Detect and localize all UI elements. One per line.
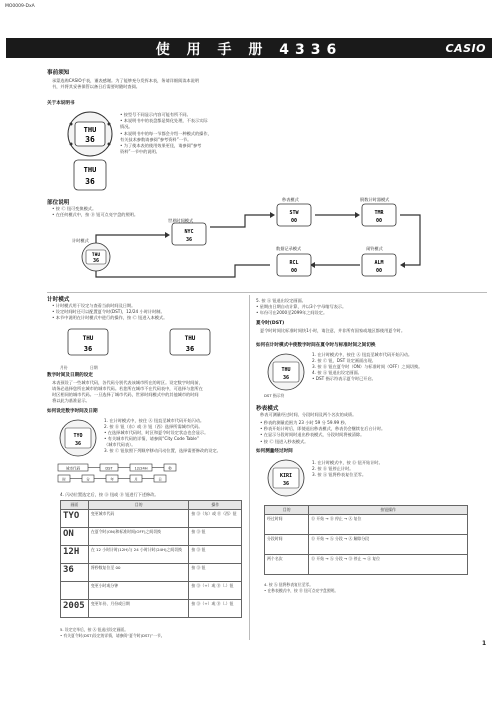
svg-text:00: 00	[290, 218, 298, 224]
timekeeping-footnotes: 5. 设定完毕后，按 Ⓐ 钮退出设定画面。 • 有关夏令时(DST)设定的详情，请参阅“夏令时(DST)”一节。	[60, 627, 165, 638]
svg-text:36: 36	[85, 135, 95, 144]
seq-city: 城市代码	[65, 466, 81, 471]
table-header: 画面	[61, 501, 89, 510]
casio-logo: CASIO	[445, 42, 486, 55]
stopwatch-table	[264, 505, 468, 575]
stw-heading: 如何测量经过时间	[256, 449, 293, 454]
svg-text:36: 36	[185, 237, 193, 243]
svg-text:THU: THU	[281, 367, 291, 373]
table-row: 经过时间 Ⓓ 开始 → Ⓓ 停止 → Ⓐ 复位	[265, 515, 468, 535]
svg-text:TYO: TYO	[73, 433, 83, 439]
setting-watch	[56, 418, 100, 458]
svg-text:00: 00	[375, 218, 383, 224]
svg-text:THU: THU	[91, 253, 101, 258]
watch-illustration-preface-2	[66, 156, 114, 196]
dst-heading: 夏令时(DST)	[256, 321, 285, 326]
setting-steps: 1. 在计时模式中，按住 Ⓐ 钮直至城市代码开始闪动。 2. 按 Ⓓ 钮（东）或 Ⓑ 钮（西）选择所需城市代码。 • 在选择城市代码时，时区和夏令时设定状态也会显示。 • 有关城市代码的详情，请参阅“City Code Table” （城市代码表）。 3. 按 Ⓒ 钮依照下列顺序移动闪动位置，选择需要修改的设定。	[104, 418, 221, 453]
mode-label-timekeeping: 计时模式	[72, 238, 89, 243]
table-row: 36 将秒数复位至 00 按 Ⓓ 钮	[61, 564, 242, 582]
seq-hour: 时	[62, 477, 66, 482]
page-number: 1	[482, 640, 487, 647]
svg-text:NYC: NYC	[184, 229, 194, 235]
svg-text:36: 36	[185, 345, 195, 353]
svg-text:36: 36	[83, 345, 93, 353]
mode-label-recall: 数据记录模式	[276, 246, 302, 251]
preface-heading: 事前须知	[47, 70, 70, 76]
stopwatch-bullets: • 秒表的测量范围为 23 小时 59 分 59.99 秒。 • 秒表开始计时后，即使退出秒表模式，秒表仍会继续在后台计时。 • 在显示分段时间时退出秒表模式，分段时间将被清除。 • 按 Ⓒ 钮进入秒表模式。	[260, 420, 386, 444]
setting-sequence	[56, 462, 236, 484]
svg-text:36: 36	[282, 375, 290, 381]
svg-text:THU: THU	[184, 335, 196, 342]
section-divider	[47, 292, 487, 293]
table-row: 12H 在 12 小时计时(12H)与 24 小时计时(24H)之间切换 按 Ⓓ 钮	[61, 546, 242, 564]
stw-watch	[264, 458, 308, 498]
step4-text: 4. 闪动位置选定后，按 Ⓓ 钮或 Ⓑ 钮进行下述修改。	[60, 492, 159, 497]
seq-min: 分	[86, 477, 90, 482]
svg-text:TMR: TMR	[374, 210, 384, 216]
seq-day: 日	[158, 477, 162, 482]
seq-dst: DST	[105, 466, 113, 471]
table-row: ON 在夏令时(ON)和标准时间(OFF)之间切换 按 Ⓓ 钮	[61, 528, 242, 546]
svg-text:36: 36	[92, 258, 100, 264]
table-header: 按钮操作	[309, 506, 468, 515]
manual-title: 使 用 手 册 4336	[155, 42, 343, 58]
watch-illustration-preface	[66, 110, 114, 158]
svg-text:KIRI: KIRI	[279, 473, 293, 479]
svg-text:36: 36	[282, 481, 290, 487]
right-footnotes: 4. 按 Ⓐ 钮将秒表复位至零。 • 在秒表模式中，按 Ⓑ 钮可点亮字盘照明。	[264, 582, 339, 593]
table-header: 操作	[189, 501, 242, 510]
dst-indicator-label: DST 指示符	[264, 393, 285, 398]
timekeeping-bullets: • 计时模式用于设定与查看当前时间及日期。 • 设定时间时还可以配置夏令时(DST)，12/24 小时计时制。 • 本节中说明在计时模式中进行的操作，按 Ⓒ 钮进入本模式。	[52, 303, 168, 321]
dst-watch	[264, 352, 308, 392]
svg-text:THU: THU	[83, 126, 97, 134]
stopwatch-heading: 秒表模式	[256, 406, 279, 412]
table-header: 目的	[265, 506, 309, 515]
dst-setting-heading: 如何在计时模式中使数字时间在夏令时与标准时间之间切换	[256, 343, 376, 348]
mode-diagram	[60, 195, 480, 287]
table-header: 目的	[88, 501, 189, 510]
svg-text:THU: THU	[83, 166, 97, 174]
dst-text: 夏令时时间比标准时间快1小时，请注意，并非所有国家或地区都使用夏令时。	[260, 328, 406, 333]
table-row: 2005 变更年份、月份或日期 按 Ⓓ（+）或 Ⓑ（-）钮	[61, 600, 242, 618]
document-code: MO0009-DxA	[5, 4, 35, 9]
mode-label-timer: 倒数计时器模式	[360, 197, 390, 202]
svg-text:00: 00	[290, 268, 298, 274]
svg-text:STW: STW	[289, 210, 299, 216]
right-intro: 5. 按 Ⓐ 钮退出设定画面。 • 星期由日期自动计算，并以3个字母缩写表示。 • 年份可在2000至2099年之间设定。	[256, 298, 347, 315]
dst-steps: 1. 在计时模式中，按住 Ⓐ 钮直至城市代码开始闪动。 2. 按 Ⓒ 钮，DST 设定画面出现。 3. 按 Ⓓ 钮在夏令时（ON）与标准时间（OFF）之间切换。 4. 按 Ⓐ 钮退出设定画面。 • DST 指示符表示夏令时已开启。	[312, 352, 423, 381]
svg-text:ALM: ALM	[374, 260, 384, 266]
table-row: 两个名次 Ⓓ 开始 → Ⓐ 分段 → Ⓓ 停止 → Ⓐ 复位	[265, 555, 468, 575]
svg-text:36: 36	[74, 441, 82, 447]
svg-text:36: 36	[85, 177, 95, 186]
preface-bullets: • 按型号不同显示内容可能有所不同。 • 本说明书中的表盘都是简化处理，不表示实际 情况。 • 本说明书中的每一节都会介绍一种模式的操作， 有关技术参数请参阅“参考资料”一节。 • 为了使本表的使用效果更佳，请参阅“参考 资料”一节中的说明。	[120, 112, 212, 155]
parts-heading: 部位说明	[47, 200, 70, 206]
mode-label-world: 世界时间模式	[168, 218, 194, 223]
setting-heading: 如何设定数字时间及日期	[47, 409, 98, 414]
svg-text:00: 00	[375, 268, 383, 274]
seq-year: 年	[110, 477, 114, 482]
home-city-text: 本表预设了一些城市代码，各代码分别代表该城市所在的时区。设定数字时间前， 请务必选择您所在城市的城市代码。若您所在城市不在代码表中，可选择与您所在 时区相同的城市代码。一旦选择了城市代码，世界时间模式中的其他城市的时间 将以此为基准显示。	[52, 380, 203, 403]
table-row: TYO 变更城市代码 按 Ⓓ（东）或 Ⓑ（西）钮	[61, 510, 242, 528]
mode-label-alarm: 闹铃模式	[366, 246, 383, 251]
display-note-day: 日期	[90, 365, 98, 370]
timekeeping-heading: 计时模式	[47, 297, 70, 303]
title-banner	[6, 38, 492, 58]
mode-label-stopwatch: 秒表模式	[282, 197, 299, 202]
table-row: 变更小时或分钟 按 Ⓓ（+）或 Ⓑ（-）钮	[61, 582, 242, 600]
about-manual-heading: 关于本说明书	[47, 101, 75, 106]
svg-text:RCL: RCL	[289, 260, 299, 266]
parts-bullets: • 按 Ⓒ 钮可变换模式。 • 在任何模式中，按 Ⓑ 钮可点亮字盘的照明。	[52, 206, 139, 218]
stopwatch-text: 秒表可测量经过时间、分段时间及两个名次的成绩。	[260, 412, 357, 417]
seq-sec: 秒	[168, 466, 172, 471]
column-divider	[249, 295, 250, 640]
display-note-month: 月份	[60, 365, 68, 370]
table-row: 分段时间 Ⓓ 开始 → Ⓐ 分段 → Ⓐ 解除分段	[265, 535, 468, 555]
seq-1224: 12/24H	[134, 466, 148, 471]
home-city-heading: 数字时间及日期的设定	[47, 373, 93, 378]
timekeeping-watches	[60, 325, 240, 365]
svg-text:THU: THU	[82, 335, 94, 342]
setting-table	[60, 500, 242, 618]
preface-intro: 承蒙选购CASIO手表，谨表感谢。为了能够充分发挥本表，务请详细阅读本说明 书，并将其妥善保管以备日后需要时随时查阅。	[52, 78, 199, 89]
seq-month: 月	[134, 477, 138, 482]
stw-steps: 1. 在计时模式中，按 Ⓓ 钮开始计时。 2. 按 Ⓓ 钮停止计时。 3. 按 Ⓐ 钮将秒表复位至零。	[312, 460, 383, 477]
